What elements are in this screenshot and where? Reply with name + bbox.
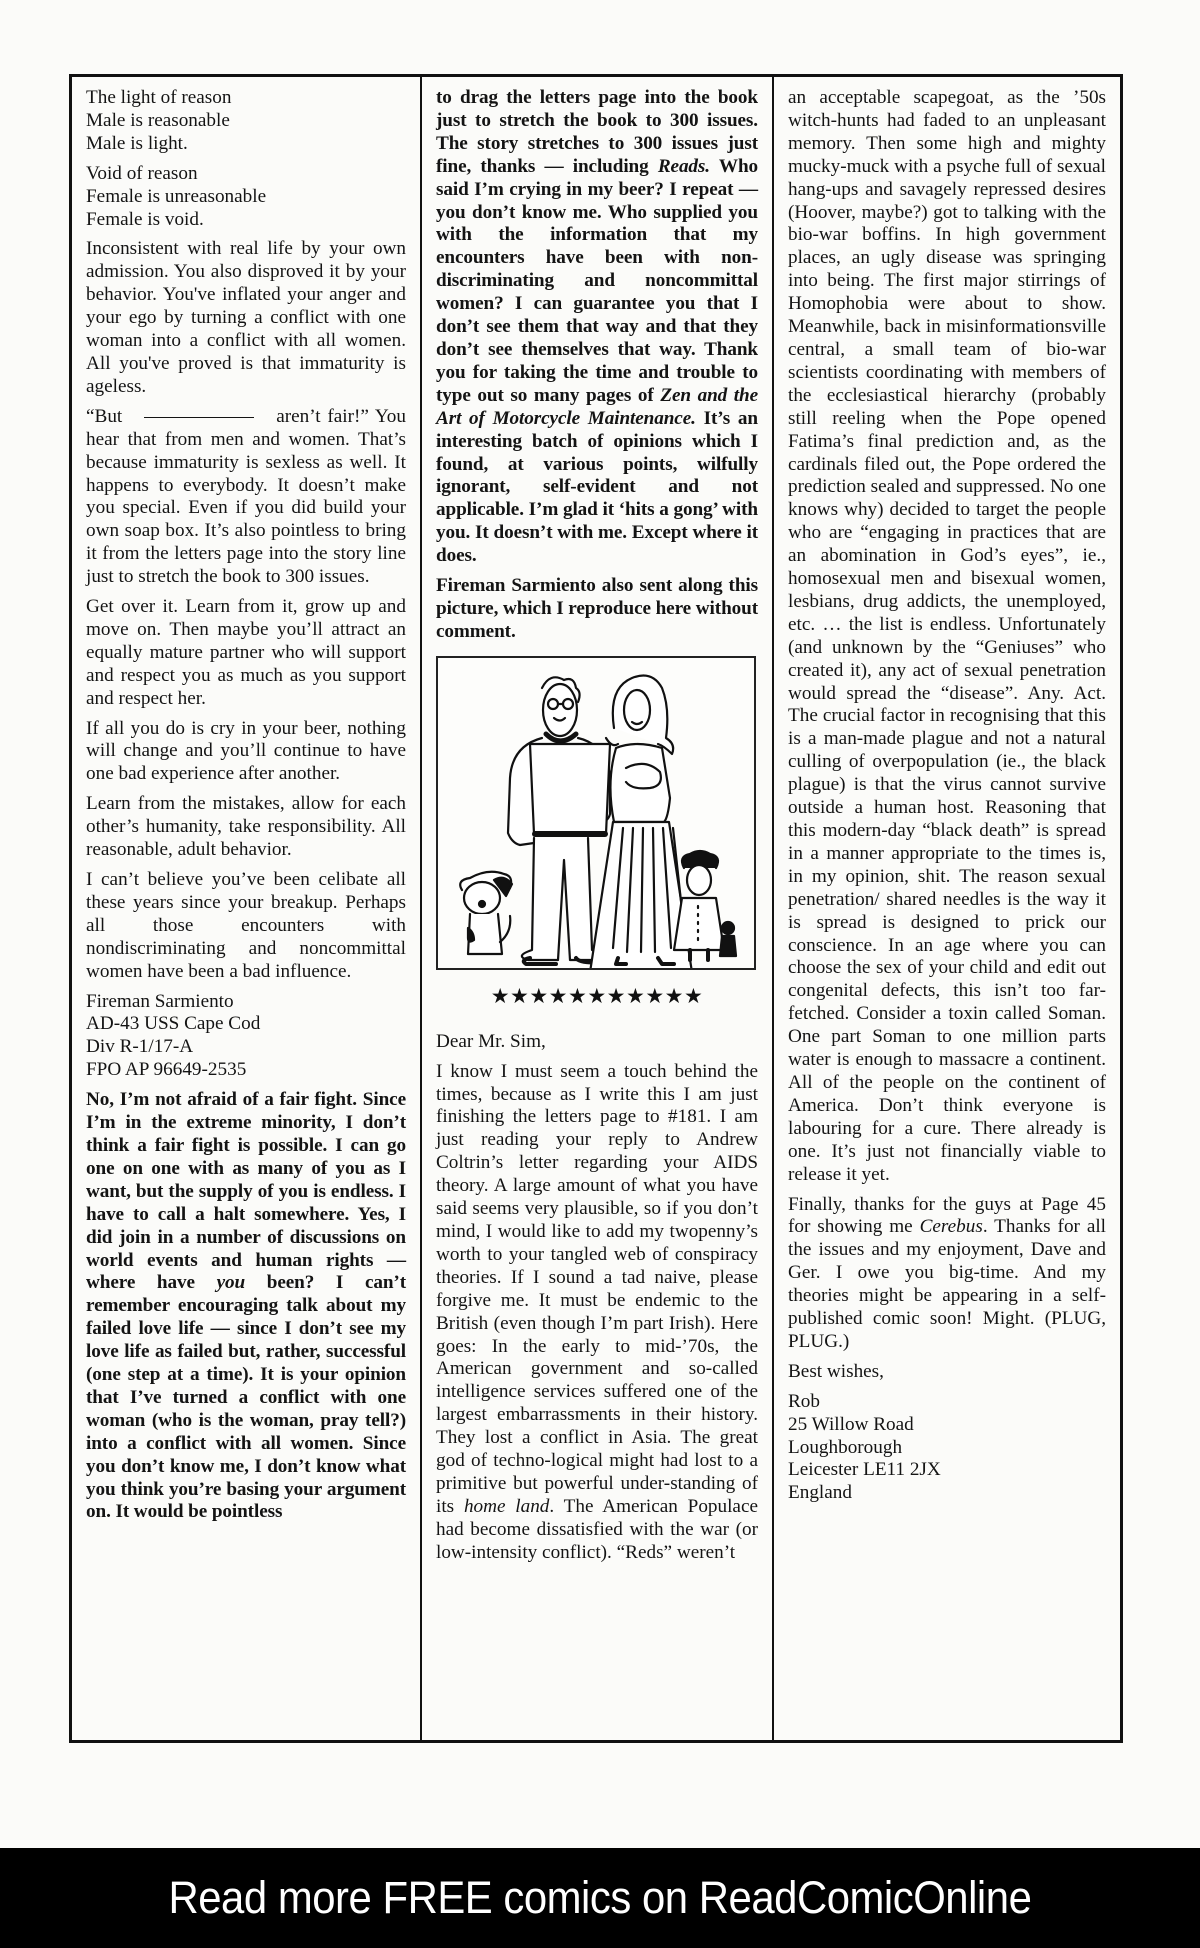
poem-line: Female is unreasonable [86,185,267,207]
letter-rob-body [436,1061,758,1565]
paragraph-inconsistent: Inconsistent with real life by your own admission. You also disproved it by your behavior. You've inflated your anger and your ego by turning a conflict with one woman into a conflict with all women. All you've proved is that immaturity is ageless. [86,238,406,397]
closing: Best wishes, [788,1360,884,1382]
letter-text: Finally, thanks for the guys at Page 45 for showing me [788,1193,1106,1238]
signature-address-line: England [788,1482,852,1504]
right-column [774,77,1120,1740]
signature-address-line: Leicester LE11 2JX [788,1459,941,1481]
editor-reply-continued [436,87,758,568]
reply-italic: Reads. [657,155,710,177]
editor-reply [86,1089,406,1524]
paragraph-get-over-it: Get over it. Learn from it, grow up and move on. Then maybe you’ll attract an equally mature partner who will support and respect you as much as you support and respect her. [86,596,406,709]
quote-rest: aren’t fair!” You hear that from men and women. That’s because immaturity is sexless as well. It happens to everybody. It doesn’t make you special. Even if you did build your own soap box. It’s also pointless to bring it from the letters page into the story line just to stretch the book to 300 issues. [86,405,406,588]
letter-rob-continued: an acceptable scapegoat, as the ’50s witch-hunts had faded to an unpleasant memory. Then some high and mighty mucky-muck with a psyche full of sexual hang-ups and savagely repressed desires (Hoover, maybe?) got to talking with the bio-war boffins. In high government places, an ugly disease was springing into being. The first major stirrings of Homophobia were about to show. Meanwhile, back in misinformationsville central, a small team of bio-war scientists coordinating with members of the ecclesiastical hierarchy (probably still reeling when the Pope opened Fatima’s final prediction and, as the cardinals filed out, the Pope ordered the prediction sealed and suppressed. No one knows why) decided to target the people who are “engaging in practices that are an abomination in God’s eyes”, ie., homosexual men and bisexual women, lesbians, drug addicts, the unemployed, etc. … the list is endless. Unfortunately (and unknown by the “Geniuses” who created it), any act of sexual penetration would spread the “disease”. Any. Act. The crucial factor in recognising that this is a man-made plague and not a natural culling of overpopulation (ie., the black plague) is that the virus cannot survive outside a human host. Reasoning that this modern-day “black death” is spread in a manner appropriate to the times is, in my opinion, shit. The reason sexual penetration/ shared needles is the way it is spread is designed to prick our conscience. In an age where you can choose the sex of your child and edit out congenital defects, this isn’t too far-fetched. Consider a toxin called Soman. One part Soman to one million parts water is enough to massacre a continent. All of the people on the continent of America. Don’t think everyone is labouring for a cure. There already is one. It’s just not financially viable to release it yet. [788,87,1106,1185]
paragraph-but-not-fair [86,406,406,589]
letter-text: . The American Populace had become dissatisfied with the war (or low-intensity conflict). “Reds” weren’t [436,1495,758,1563]
poem-line: Male is reasonable [86,109,230,131]
family-illustration [436,656,756,970]
poem-stanza-2 [86,163,406,232]
salutation: Dear Mr. Sim, [436,1030,546,1052]
picture-note: Fireman Sarmiento also sent along this picture, which I reproduce here without comment. [436,575,758,642]
signature-address-line: Div R-1/17-A [86,1036,194,1058]
poem-line: Female is void. [86,208,204,230]
reply-text: been? I can’t remember encouraging talk about my failed love life — since I don’t see my love life as failed but, rather, successful (one step at a time). It is your opinion that I’ve turned a conflict with one woman (who is the woman, pray tell?) into a conflict with all women. Since you don’t know me, I don’t know what you think you’re basing your argument on. It would be pointless [86,1272,407,1523]
reply-text: Who said I’m crying in my beer? I repeat — you don’t know me. Who supplied you with the information that my encounters have been with non-discriminating and noncommittal women? I can guarantee you that I don’t see them that way and that they don’t see themselves that way. Thank you for taking the time and trouble to type out so many pages of [436,155,759,406]
dog-figure [460,872,512,954]
letter-text: I know I must seem a touch behind the times, because as I write this I am just finishing the letters page to #181. I am just reading your reply to Andrew Coltrin’s letter regarding your AIDS theory. A large amount of what you have said seems very plausible, so if you don’t mind, I would like to add my twopenny’s worth to your tangled web of conspiracy theories. If I sound a tad naive, please forgive me. It must be endemic to the British (even though I’m part Irish). Here goes: In the early to mid-’70s, the American government and so-called intelligence services suffered one of the largest embarrassments in their history. They lost a conflict in Asia. The great god of techno-logical might had lost to a primitive but powerful under-standing of its [436,1060,758,1517]
signature-name: Fireman Sarmiento [86,990,234,1012]
poem-stanza-1 [86,87,406,156]
girl-figure [674,851,724,960]
section-separator-stars: ★★★★★★★★★★★ [490,983,704,1008]
doll-figure [720,922,736,956]
reply-text: to drag the letters page into the book just to stretch the book to 300 issues. The story stretches to 300 issues just fine, thanks — including [436,87,758,177]
letter-text: . Thanks for all the issues and my enjoyment, Dave and Ger. I owe you big-time. And my theories might be appearing in a self-published comic soon! Might. (PLUG, PLUG.) [788,1216,1107,1352]
signature-address-line: 25 Willow Road [788,1413,914,1435]
poem-line: The light of reason [86,87,232,108]
family-drawing-icon [438,658,754,968]
poem-line: Void of reason [86,162,198,184]
signature-rob [788,1391,1106,1506]
reply-text: No, I’m not afraid of a fair fight. Since I’m in the extreme minority, I don’t think a fair fight is possible. I can go one on one with as many of you as I want, but the supply of you is endless. I have to call a halt somewhere. Yes, I did join in a number of discussions on world events and human rights — where have [86,1089,406,1294]
signature-sarmiento [86,991,406,1083]
signature-address-line: FPO AP 96649-2535 [86,1059,247,1081]
letter-rob-finally [788,1194,1106,1354]
banner-text: Read more FREE comics on ReadComicOnline [168,1872,1032,1923]
letters-page-frame [69,74,1123,1743]
signature-name: Rob [788,1390,820,1412]
letter-italic: home land [463,1495,550,1517]
paragraph-cry-in-beer: If all you do is cry in your beer, nothing will change and you’ll continue to have one bad experience after another. [86,717,406,785]
comic-title: Cerebus [919,1216,983,1238]
read-more-banner-link[interactable] [0,1848,1200,1948]
poem-line: Male is light. [86,132,188,154]
middle-column [422,77,774,1740]
book-title: Zen and the Art of Motorcycle Maintenance. [436,384,759,429]
signature-address-line: AD-43 USS Cape Cod [86,1013,261,1035]
blank-line [144,416,254,418]
paragraph-learn: Learn from the mistakes, allow for each other’s humanity, take responsibility. All reasonable, adult behavior. [86,793,406,861]
reply-text: It’s an interesting batch of opinions which I found, at various points, wilfully ignorant, self-evident and not applicable. I’m glad it ‘hits a gong’ with you. It doesn’t with me. Except where it does. [436,407,758,567]
paragraph-celibate: I can’t believe you’ve been celibate all these years since your breakup. Perhaps all those encounters with nondiscriminating and noncommittal women have been a bad influence. [86,869,406,982]
reply-italic: you [216,1272,246,1294]
man-figure [508,677,610,964]
quote-start: “But [86,405,123,427]
left-column [72,77,422,1740]
signature-address-line: Loughborough [788,1436,903,1458]
